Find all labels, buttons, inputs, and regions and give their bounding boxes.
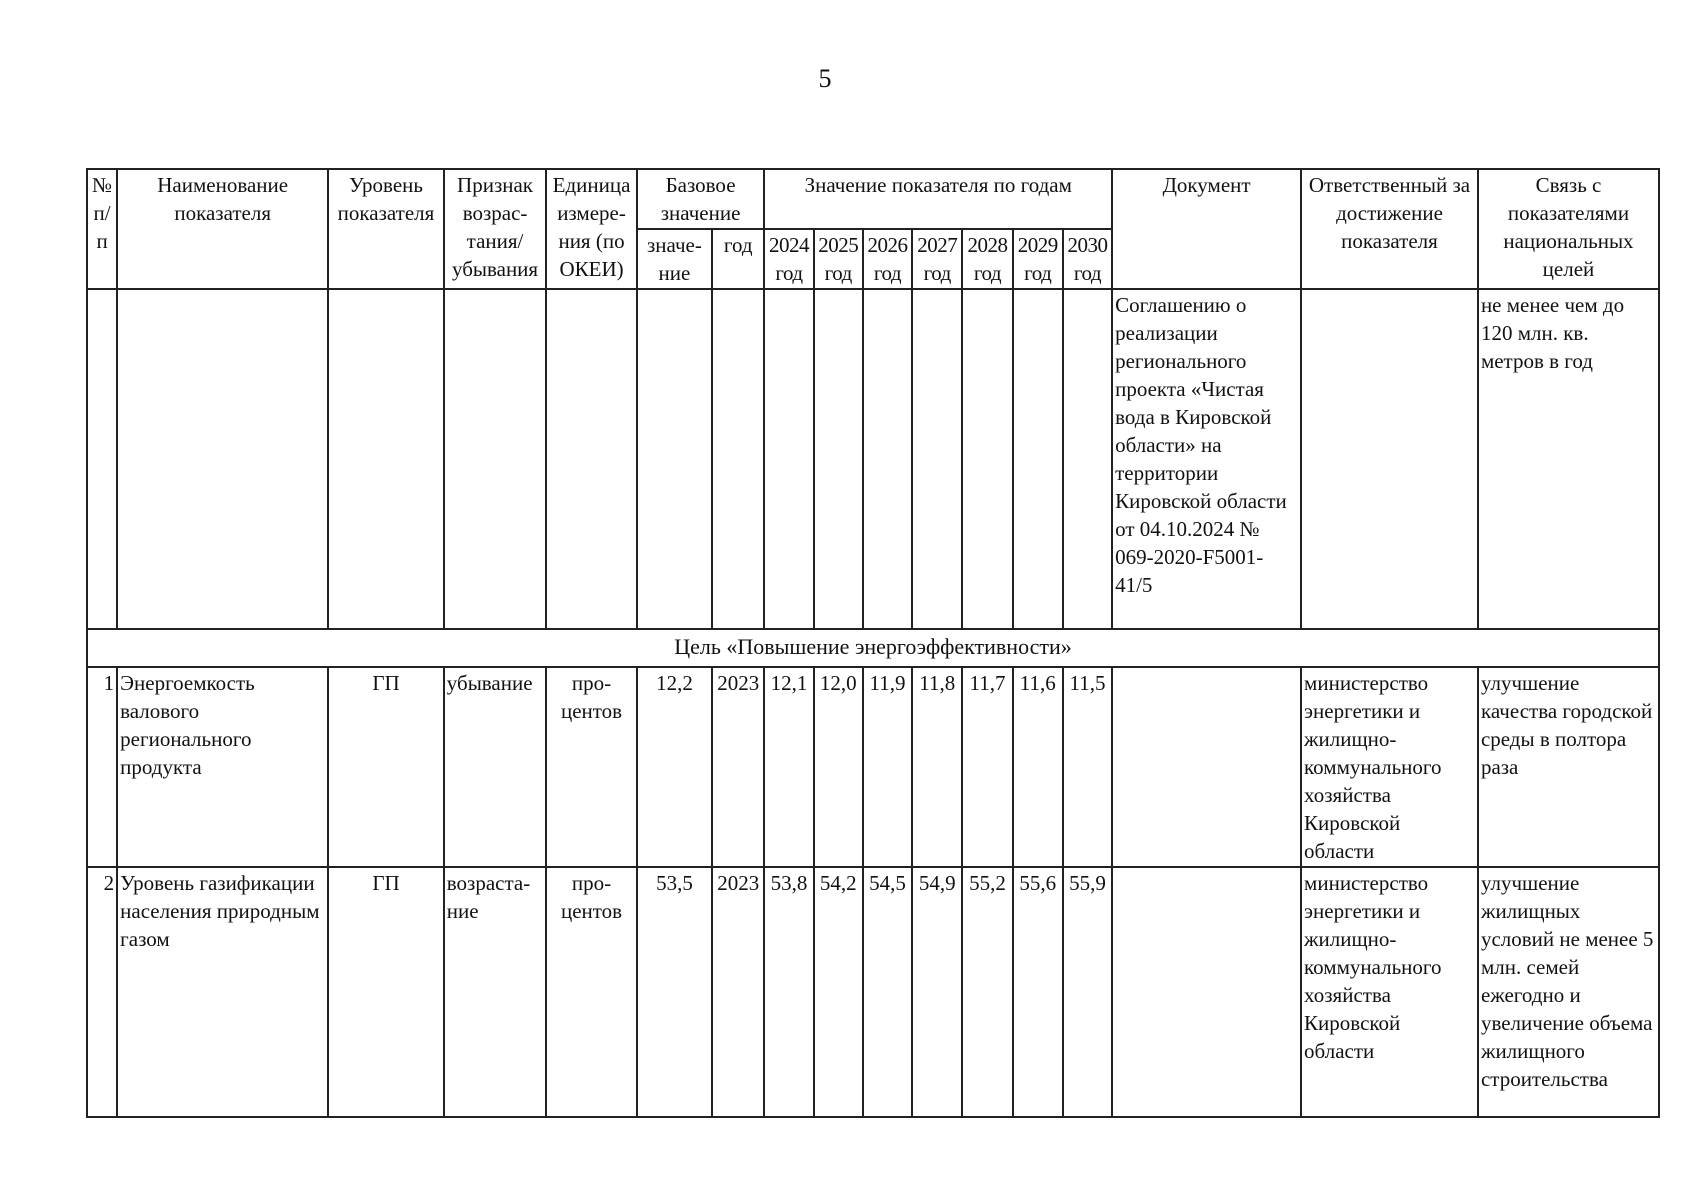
row-value-2024: 53,8: [764, 867, 813, 1117]
header-document: Документ: [1112, 169, 1301, 289]
header-unit: Единица измере-ния (по ОКЕИ): [546, 169, 636, 289]
row-base-year: 2023: [712, 867, 764, 1117]
row-value-2027: 11,8: [912, 667, 962, 867]
table-cell: [912, 289, 962, 629]
table-row: [87, 867, 1659, 1117]
row-sign: возраста-ние: [444, 867, 547, 1117]
row-sign: убывание: [444, 667, 547, 867]
header-base-value: значе-ние: [637, 229, 712, 289]
header-year-2027: 2027 год: [912, 229, 962, 289]
header-year-2029: 2029 год: [1013, 229, 1063, 289]
row-value-2025: 54,2: [814, 867, 863, 1117]
row-value-2024: 12,1: [764, 667, 813, 867]
header-level: Уровень показателя: [328, 169, 444, 289]
table-cell: [1301, 289, 1478, 629]
row-value-2028: 55,2: [962, 867, 1012, 1117]
header-sign: Признак возрас-тания/ убывания: [444, 169, 547, 289]
row-level: ГП: [328, 867, 444, 1117]
table-cell: [87, 289, 117, 629]
header-year-2024: 2024 год: [764, 229, 813, 289]
table-cell: [962, 289, 1012, 629]
indicators-table: [86, 168, 1660, 1118]
row-name: Уровень газификации населения природным газом: [117, 867, 328, 1117]
row-base-value: 12,2: [637, 667, 712, 867]
table-cell: [444, 289, 547, 629]
row-value-2030: 11,5: [1063, 667, 1112, 867]
goal-row: Цель «Повышение энергоэффективности»: [87, 629, 1659, 667]
row-link: улучшение качества городской среды в полтора раза: [1478, 667, 1659, 867]
header-year-2025: 2025 год: [814, 229, 863, 289]
continuation-document: Соглашению о реализации регионального проекта «Чистая вода в Кировской области» на территории Кировской области от 04.10.2024 № 069-2020-F5001-41/5: [1112, 289, 1301, 629]
header-num: № п/п: [87, 169, 117, 289]
row-value-2026: 54,5: [863, 867, 912, 1117]
row-value-2029: 11,6: [1013, 667, 1063, 867]
header-values: Значение показателя по годам: [764, 169, 1112, 229]
row-unit: про-центов: [546, 667, 636, 867]
row-responsible: министерство энергетики и жилищно-коммунального хозяйства Кировской области: [1301, 667, 1478, 867]
row-document: [1112, 867, 1301, 1117]
table-cell: [1013, 289, 1063, 629]
header-base-year: год: [712, 229, 764, 289]
header-name: Наименование показателя: [117, 169, 328, 289]
row-num: 2: [87, 867, 117, 1117]
table-cell: [863, 289, 912, 629]
continuation-row: [87, 289, 1659, 629]
table-cell: [1063, 289, 1112, 629]
table-cell: [328, 289, 444, 629]
row-value-2026: 11,9: [863, 667, 912, 867]
table-cell: [546, 289, 636, 629]
table-cell: [117, 289, 328, 629]
row-value-2028: 11,7: [962, 667, 1012, 867]
row-value-2027: 54,9: [912, 867, 962, 1117]
table-cell: [712, 289, 764, 629]
row-num: 1: [87, 667, 117, 867]
row-unit: про-центов: [546, 867, 636, 1117]
row-link: улучшение жилищных условий не менее 5 млн. семей ежегодно и увеличение объема жилищного строительства: [1478, 867, 1659, 1117]
row-value-2030: 55,9: [1063, 867, 1112, 1117]
table-cell: [637, 289, 712, 629]
header-responsible: Ответственный за достижение показателя: [1301, 169, 1478, 289]
header-year-2026: 2026 год: [863, 229, 912, 289]
row-value-2029: 55,6: [1013, 867, 1063, 1117]
row-base-value: 53,5: [637, 867, 712, 1117]
table-cell: [814, 289, 863, 629]
row-responsible: министерство энергетики и жилищно-коммунального хозяйства Кировской области: [1301, 867, 1478, 1117]
row-name: Энергоемкость валового регионального продукта: [117, 667, 328, 867]
row-value-2025: 12,0: [814, 667, 863, 867]
header-base: Базовое значение: [637, 169, 765, 229]
continuation-link: не менее чем до 120 млн. кв. метров в год: [1478, 289, 1659, 629]
table-cell: [764, 289, 813, 629]
row-document: [1112, 667, 1301, 867]
row-level: ГП: [328, 667, 444, 867]
page-number: 5: [818, 64, 832, 93]
row-base-year: 2023: [712, 667, 764, 867]
header-link: Связь с показателями национальных целей: [1478, 169, 1659, 289]
header-year-2030: 2030 год: [1063, 229, 1112, 289]
header-year-2028: 2028 год: [962, 229, 1012, 289]
table-row: [87, 667, 1659, 867]
